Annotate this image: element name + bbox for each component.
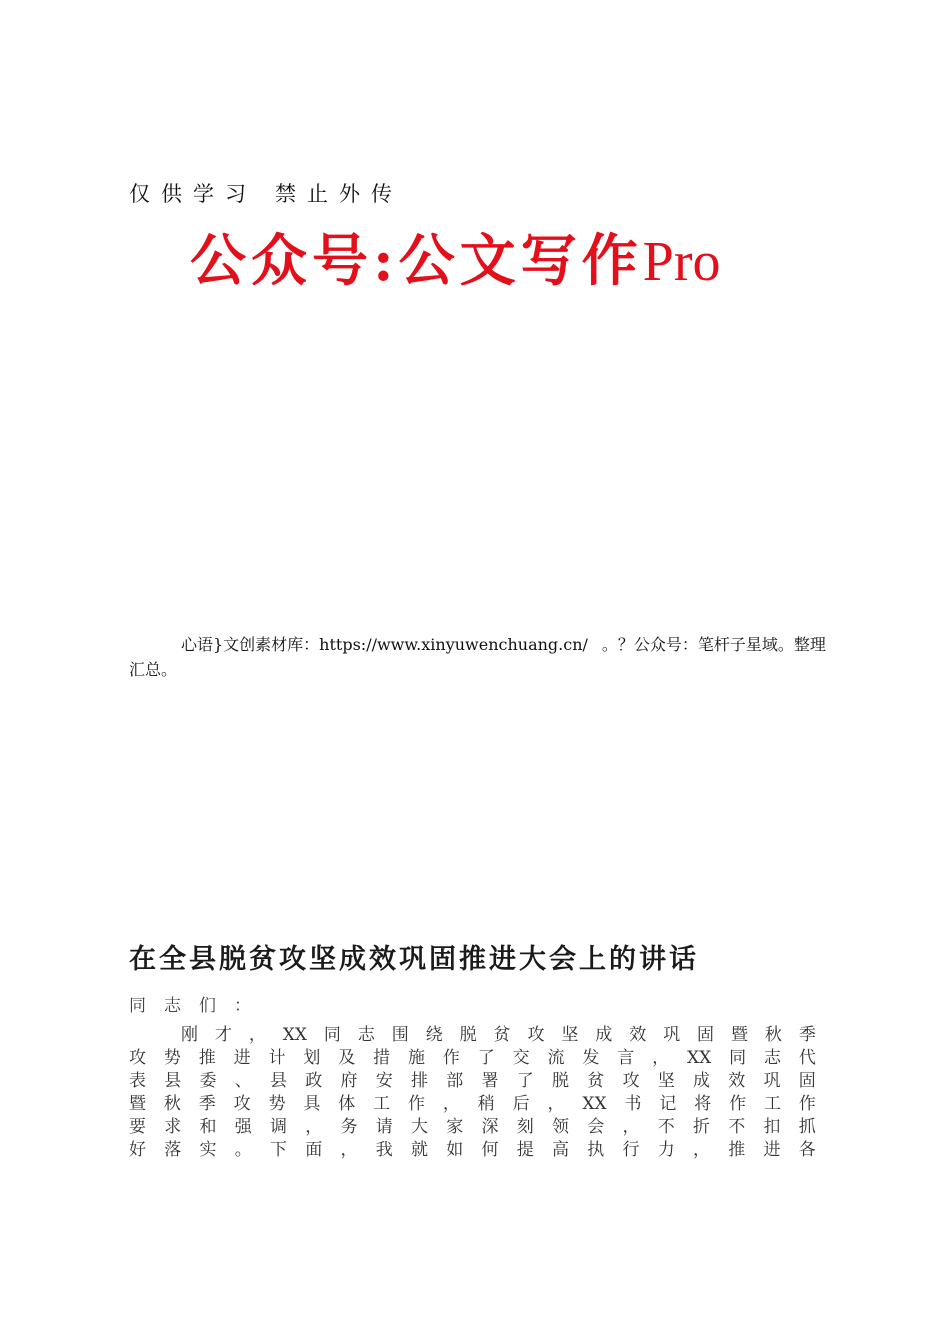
- body-char: 折: [693, 1117, 710, 1137]
- body-char: 攻: [527, 1025, 545, 1045]
- body-char: 坚: [657, 1071, 675, 1091]
- brand-prefix: 公众号:公文写作: [190, 228, 643, 294]
- body-char: 同: [323, 1025, 341, 1045]
- body-char: 作: [729, 1094, 747, 1114]
- body-char: 实: [199, 1140, 217, 1160]
- body-char: 作: [798, 1094, 816, 1114]
- body-char: 发: [582, 1048, 600, 1068]
- article-title: 在全县脱贫攻坚成效巩固推进大会上的讲话: [129, 944, 699, 975]
- source-note: [129, 632, 832, 682]
- body-char: 暨: [129, 1094, 146, 1114]
- body-char: 攻: [622, 1071, 640, 1091]
- body-char: 书: [624, 1094, 642, 1114]
- body-char: 推: [198, 1048, 216, 1068]
- body-char: 暨: [730, 1025, 748, 1045]
- body-char: 我: [375, 1140, 393, 1160]
- body-char: 体: [338, 1094, 356, 1114]
- body-char: 作: [408, 1094, 425, 1114]
- body-char: 不: [657, 1117, 675, 1137]
- body-char: ，: [652, 1048, 670, 1068]
- body-char: 效: [728, 1071, 746, 1091]
- body-char: 提: [516, 1140, 534, 1160]
- body-char: 巩: [763, 1071, 781, 1091]
- body-char: 交: [512, 1048, 530, 1068]
- body-char: 求: [164, 1117, 182, 1137]
- brand-suffix: Pro: [642, 231, 721, 293]
- body-char: 工: [763, 1094, 781, 1114]
- body-char: 深: [481, 1117, 499, 1137]
- body-char: 势: [268, 1094, 286, 1114]
- body-char: 将: [694, 1094, 712, 1114]
- body-char: 领: [552, 1117, 569, 1137]
- body-char: 高: [552, 1140, 569, 1160]
- body-char: 安: [375, 1071, 393, 1091]
- body-char: 攻: [233, 1094, 251, 1114]
- body-char: 成: [595, 1025, 613, 1045]
- body-char: 府: [340, 1071, 358, 1091]
- body-char: 不: [728, 1117, 746, 1137]
- body-char: 下: [270, 1140, 287, 1160]
- body-char: 施: [408, 1048, 425, 1068]
- body-char: 巩: [663, 1025, 681, 1045]
- usage-notice: [129, 178, 403, 208]
- body-char: 推: [728, 1140, 746, 1160]
- body-char: 会: [587, 1117, 605, 1137]
- body-char: ，: [442, 1094, 460, 1114]
- brand-banner: [190, 226, 720, 297]
- body-char: 、: [234, 1071, 252, 1091]
- body-char: 强: [234, 1117, 252, 1137]
- body-char: 政: [305, 1071, 323, 1091]
- body-char: 代: [798, 1048, 816, 1068]
- body-char: 稍: [477, 1094, 495, 1114]
- body-char: 记: [659, 1094, 677, 1114]
- body-char: 固: [697, 1025, 715, 1045]
- body-char: 落: [164, 1140, 182, 1160]
- body-char: 委: [199, 1071, 217, 1091]
- body-char: 了: [516, 1071, 534, 1091]
- body-char: 攻: [129, 1048, 146, 1068]
- body-char: ，: [693, 1140, 710, 1160]
- body-char: XX: [687, 1048, 712, 1068]
- body-char: 就: [411, 1140, 428, 1160]
- body-char: 县: [164, 1071, 182, 1091]
- body-char: 绕: [425, 1025, 443, 1045]
- body-char: 要: [129, 1117, 146, 1137]
- body-char: 围: [391, 1025, 409, 1045]
- body-char: 如: [446, 1140, 464, 1160]
- body-char: 脱: [459, 1025, 477, 1045]
- body-char: 具: [303, 1094, 321, 1114]
- body-char: 同: [729, 1048, 747, 1068]
- body-char: 调: [270, 1117, 287, 1137]
- body-char: XX: [282, 1025, 307, 1045]
- body-char: 作: [442, 1048, 460, 1068]
- body-char: 进: [763, 1140, 781, 1160]
- body-char: 大: [411, 1117, 428, 1137]
- body-char: 流: [547, 1048, 565, 1068]
- body-char: 各: [798, 1140, 816, 1160]
- body-char: XX: [582, 1094, 607, 1114]
- body-char: 季: [798, 1025, 816, 1045]
- body-char: 才: [214, 1025, 232, 1045]
- body-char: ，: [305, 1117, 323, 1137]
- body-char: 季: [198, 1094, 216, 1114]
- body-char: 势: [163, 1048, 181, 1068]
- body-char: 好: [129, 1140, 146, 1160]
- body-char: 秋: [163, 1094, 181, 1114]
- body-char: 措: [373, 1048, 391, 1068]
- source-note-part2: 。？公众号：笔杆子星域。整理汇总。: [129, 635, 826, 679]
- body-char: 贫: [493, 1025, 511, 1045]
- body-char: 。: [234, 1140, 252, 1160]
- body-char: 秋: [764, 1025, 782, 1045]
- body-char: 县: [270, 1071, 287, 1091]
- body-char: 计: [268, 1048, 286, 1068]
- notice-no-distribution: 禁止外传: [275, 182, 403, 206]
- article-salutation: 同志们：: [129, 996, 269, 1016]
- body-char: ，: [622, 1117, 640, 1137]
- body-char: 务: [340, 1117, 358, 1137]
- body-char: 刻: [516, 1117, 534, 1137]
- body-char: 效: [629, 1025, 647, 1045]
- body-char: 和: [199, 1117, 217, 1137]
- body-line: [129, 1139, 816, 1162]
- body-char: 进: [233, 1048, 251, 1068]
- body-char: 后: [512, 1094, 530, 1114]
- body-char: 志: [357, 1025, 375, 1045]
- notice-study-only: 仅供学习: [129, 182, 257, 206]
- body-char: 固: [798, 1071, 816, 1091]
- body-line: [129, 1116, 816, 1139]
- body-char: 坚: [561, 1025, 579, 1045]
- body-line: [129, 1070, 816, 1093]
- body-char: 请: [375, 1117, 393, 1137]
- body-char: 贫: [587, 1071, 605, 1091]
- body-char: 抓: [798, 1117, 816, 1137]
- article-body: [129, 1024, 816, 1162]
- body-char: ，: [248, 1025, 266, 1045]
- body-char: 何: [481, 1140, 499, 1160]
- source-note-part1: 心语}文创素材库：https://www.xinyuwenchuang.cn/: [181, 635, 588, 654]
- body-char: 部: [446, 1071, 464, 1091]
- body-char: 署: [481, 1071, 499, 1091]
- body-char: 执: [587, 1140, 605, 1160]
- body-line: [129, 1024, 816, 1047]
- body-char: 了: [477, 1048, 495, 1068]
- body-char: ，: [340, 1140, 358, 1160]
- body-char: 扣: [763, 1117, 781, 1137]
- body-line: [129, 1093, 816, 1116]
- body-char: 行: [622, 1140, 640, 1160]
- body-char: 脱: [552, 1071, 569, 1091]
- body-char: 言: [617, 1048, 635, 1068]
- body-char: 工: [373, 1094, 391, 1114]
- body-char: 表: [129, 1071, 146, 1091]
- body-line: [129, 1047, 816, 1070]
- body-char: 及: [338, 1048, 356, 1068]
- body-char: 刚: [181, 1025, 198, 1045]
- body-char: 面: [305, 1140, 323, 1160]
- body-char: ，: [547, 1094, 565, 1114]
- body-char: 家: [446, 1117, 464, 1137]
- body-char: 排: [411, 1071, 428, 1091]
- body-char: 成: [693, 1071, 710, 1091]
- body-char: 力: [657, 1140, 675, 1160]
- body-char: 志: [763, 1048, 781, 1068]
- body-char: 划: [303, 1048, 321, 1068]
